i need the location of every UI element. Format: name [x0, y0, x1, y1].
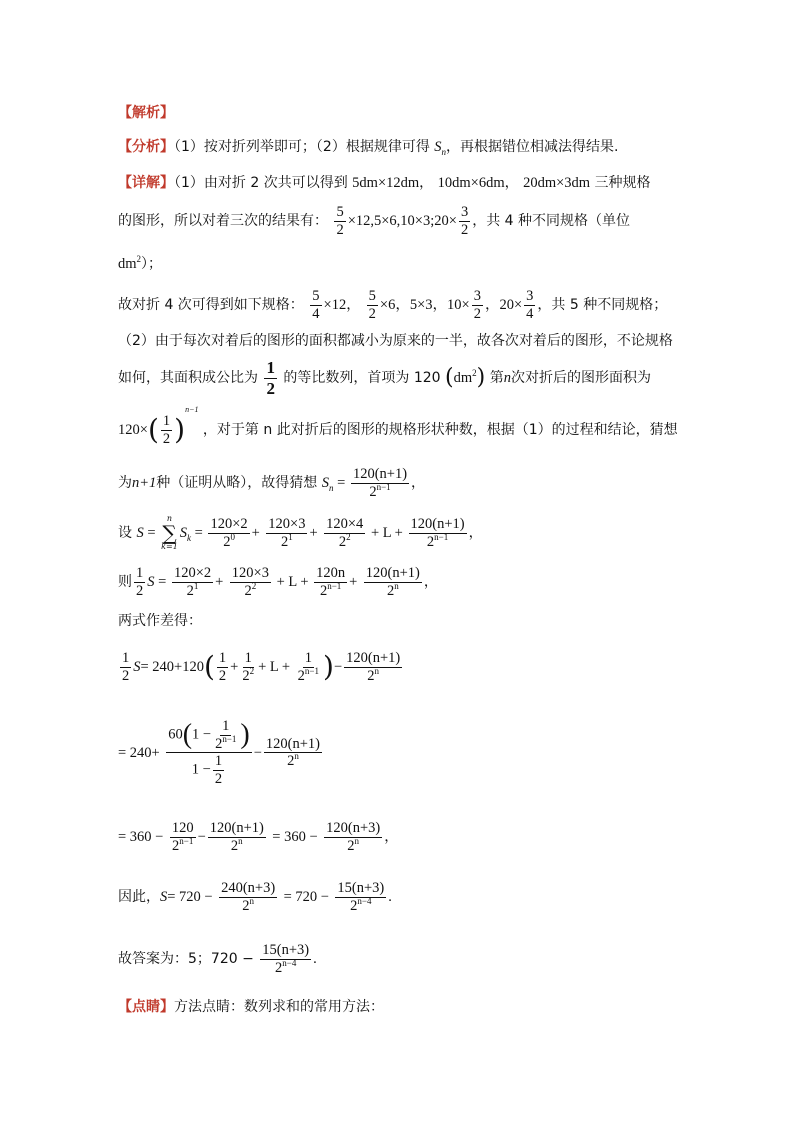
detail-line-14: = 360 − $\frac{120}{2^{n-1}}$ − $\frac{120(n+1)}{2^n}$ = 360 − $\frac{120(n+3)}{2^n}$ ， [118, 820, 399, 854]
fraction: $\frac{120(n+1)}{2^{n-1}}$ [352, 466, 408, 500]
fraction: $\frac{15(n+3)}{2^{n-4}}$ [337, 880, 385, 914]
formula: n+1 [132, 475, 157, 492]
fraction: $\frac{15(n+3)}{2^{n-4}}$ [262, 942, 310, 976]
detail-line-6: 如何，其面积成公比为 $\frac{1}{2}$ 的等比数列，首项为 120 $(dm^2)$ 第n次对折后的图形面积为 [118, 358, 651, 398]
hint-text: 方法点睛：数列求和的常用方法： [174, 999, 384, 1015]
detail-text: 的等比数列，首项为 120 [283, 370, 441, 387]
detail-text: ）； [141, 256, 163, 272]
fraction: $\frac{120\times 2}{2^0}$ [210, 515, 248, 550]
fraction: $\frac{1}{2^{n-1}}$ [297, 650, 319, 684]
formula: = 360 − [118, 829, 164, 846]
answer-line [118, 942, 317, 976]
detail-text: 为 [118, 475, 132, 492]
detail-text: 的图形，所以对着三次的结果有： [118, 213, 328, 230]
formula: + L + [367, 525, 407, 541]
var-n: n [503, 370, 511, 387]
formula: = 240+ [118, 744, 160, 761]
formula: + L + [258, 659, 294, 676]
detail-line-9: 设 S = n ∑ k=1 $S_k$ = $\frac{120\times 2}{2^0}$ + $\frac{120\times 3}{2^1}$ + $\frac{120\times 4}{2^2}$ + L + $\frac{120(n+1)}{2^{n-1}}$ ， [118, 514, 483, 551]
fraction: $\frac{120}{2^{n-1}}$ [171, 820, 194, 854]
sum-sign: n ∑ k=1 [161, 514, 178, 551]
answer-text: 故答案为：5；720 − [118, 951, 254, 968]
detail-text: 设 [118, 525, 132, 541]
detail-line-13: = 240+ 60(1 − $\frac{1}{2^{n-1}}$ ) 1 − $\frac{1}{2}$ − $\frac{120(n+1)}{2^n}$ [118, 718, 321, 788]
symbol: $S_k$ [179, 525, 192, 543]
detail-text: 如何，其面积成公比为 [118, 370, 258, 387]
fraction: $\frac{5}{4}$ [312, 288, 320, 322]
fraction: $\frac{120(n+1)}{2^n}$ [265, 735, 321, 770]
fraction: $\frac{120(n+1)}{2^n}$ [365, 565, 420, 599]
analysis-symbol: $S_n$ [434, 139, 447, 157]
detail-line-4 [118, 288, 667, 322]
formula: ×6 [379, 297, 396, 314]
period: . [388, 889, 392, 906]
symbol: S [133, 659, 141, 676]
detail-text: ，共 5 种不同规格； [537, 297, 668, 314]
equals: = [143, 525, 160, 541]
size-2: 10dm×6dm [437, 175, 505, 191]
ratio-fraction: $\frac{1}{2}$ [266, 358, 275, 398]
detail-text: 两式作差得： [118, 613, 202, 629]
comma: ， [419, 175, 434, 191]
detail-text: （1）由对折 2 次共可以得到 [174, 175, 348, 191]
analysis-line [118, 140, 618, 155]
fraction: $\frac{120(n+3)}{2^n}$ [326, 820, 381, 854]
formula: + L + [272, 574, 313, 591]
fraction: $\frac{120(n+1)}{2^{n-1}}$ [410, 515, 465, 550]
detail-line-1 [118, 176, 651, 191]
formula: = 360 − [272, 829, 318, 846]
formula: ，5×3，10× [395, 297, 470, 314]
size-3: 20dm×3dm [523, 175, 591, 191]
analysis-text-b: ，再根据错位相减法得结果. [446, 139, 619, 155]
detail-text: 因此， [118, 889, 160, 906]
formula: = 720 − [283, 889, 329, 906]
equals: = [333, 475, 349, 492]
fraction: $\frac{1}{2^2}$ [242, 650, 255, 684]
detail-text: ，对于第 n 此对折后的图形的规格形状种数，根据（1）的过程和结论，猜想 [202, 422, 678, 438]
symbol: S [160, 889, 168, 906]
fraction: $\frac{120n}{2^{n-1}}$ [316, 565, 346, 599]
symbol: S [136, 525, 144, 541]
fraction: $\frac{240(n+3)}{2^n}$ [221, 880, 276, 914]
comma: ， [384, 829, 399, 846]
fraction: $\frac{3}{4}$ [526, 288, 534, 322]
detail-text: 第 [489, 370, 504, 387]
detail-text: 次对折后的图形面积为 [510, 370, 651, 387]
comma: ， [423, 574, 438, 591]
fraction: $\frac{120\times 2}{2^1}$ [173, 565, 212, 599]
fraction: $\frac{120\times 4}{2^2}$ [326, 515, 364, 550]
comma: ， [411, 475, 426, 492]
formula: 120× [118, 422, 148, 438]
hint-line [118, 1000, 384, 1014]
fraction: $\frac{120\times 3}{2^1}$ [268, 515, 306, 550]
title-tag: 【解析】 [118, 105, 174, 121]
detail-line-10: 则 $\frac{1}{2}$ S = $\frac{120\times 2}{2^1}$ + $\frac{120\times 3}{2^2}$ + L + $\frac{120n}{2^{n-1}}$ + $\frac{120(n+1)}{2^n}$ ， [118, 565, 438, 599]
detail-line-11 [118, 614, 202, 628]
fraction: $\frac{1}{2}$ [136, 565, 144, 599]
period: . [313, 951, 317, 968]
fraction: $\frac{1}{2}$ [218, 650, 227, 684]
detail-line-5 [118, 334, 673, 348]
detail-text: ，共 4 种不同规格（单位 [472, 213, 631, 230]
analysis-text-a: （1）按对折列举即可；（2）根据规律可得 [174, 139, 430, 155]
formula: = 240+120 [140, 659, 204, 676]
fraction: $\frac{120(n+1)}{2^n}$ [209, 820, 264, 854]
fraction: $\frac{3}{2}$ [460, 204, 469, 238]
fraction: $\frac{1}{2}$ [122, 650, 130, 684]
hint-tag: 【点睛】 [118, 999, 174, 1015]
formula: ×12,5×6,10×3;20× [347, 213, 457, 230]
formula: ×12 [323, 297, 347, 314]
detail-text: 三种规格 [594, 175, 651, 191]
analysis-tag: 【分析】 [118, 139, 174, 155]
detail-line-3 [118, 254, 163, 272]
size-1: 5dm×12dm [352, 175, 420, 191]
comma: ， [468, 525, 483, 541]
fraction: $\frac{1}{2}$ [162, 412, 171, 447]
fraction: $\frac{5}{2}$ [368, 288, 376, 322]
detail-tag: 【详解】 [118, 175, 174, 191]
detail-text: （2）由于每次对着后的图形的面积都减小为原来的一半，故各次对着后的图形，不论规格 [118, 333, 673, 349]
exponent: n−1 [185, 405, 199, 414]
detail-text: 种（证明从略），故得猜想 [156, 475, 318, 492]
detail-line-8 [118, 466, 425, 500]
detail-line-2 [118, 204, 630, 238]
compound-fraction: 60(1 − $\frac{1}{2^{n-1}}$ ) 1 − $\frac{1}{2}$ [168, 718, 250, 788]
fraction: $\frac{3}{2}$ [473, 288, 481, 322]
comma: ， [504, 175, 519, 191]
comma: ， [346, 297, 361, 314]
detail-line-15 [118, 880, 392, 914]
fraction: $\frac{5}{2}$ [336, 204, 344, 238]
detail-text: 故对折 4 次可得到如下规格： [118, 297, 304, 314]
section-title [118, 106, 174, 120]
detail-line-12: $\frac{1}{2}$ S= 240+120( $\frac{1}{2}$ + $\frac{1}{2^2}$ + L + $\frac{1}{2^{n-1}}$ )− $\frac{120(n+1)}{2^n}$ [122, 650, 401, 684]
unit: $dm^2$ [453, 368, 477, 387]
detail-text: 则 [118, 574, 132, 591]
formula: ，20× [484, 297, 523, 314]
unit: $dm^2$ [118, 254, 142, 272]
fraction: $\frac{120\times 3}{2^2}$ [231, 565, 269, 599]
detail-line-7: 120×( $\frac{1}{2}$ )$^{n-1}$ ，对于第 n 此对折后的图形的规格形状种数，根据（1）的过程和结论，猜想 [118, 405, 678, 447]
formula: = 720 − [167, 889, 213, 906]
symbol: $S_n$ [321, 475, 334, 494]
symbol: S [147, 574, 155, 591]
fraction: $\frac{120(n+1)}{2^n}$ [346, 650, 401, 684]
